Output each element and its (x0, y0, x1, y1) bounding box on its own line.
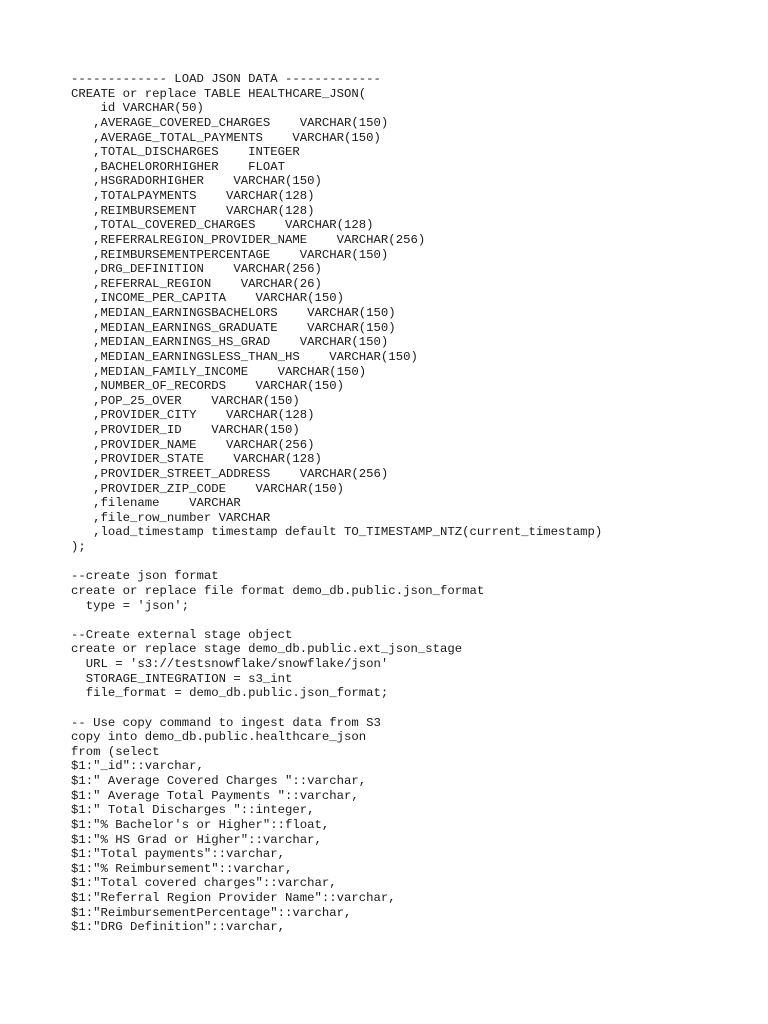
code-line: $1:" Average Total Payments "::varchar, (71, 788, 359, 803)
code-line: $1:"% HS Grad or Higher"::varchar, (71, 832, 322, 847)
code-line: ,AVERAGE_TOTAL_PAYMENTS VARCHAR(150) (71, 130, 381, 145)
code-line: $1:"% Reimbursement"::varchar, (71, 861, 293, 876)
code-line: from (select (71, 744, 160, 759)
code-line: ,NUMBER_OF_RECORDS VARCHAR(150) (71, 379, 345, 394)
code-line: ,PROVIDER_STREET_ADDRESS VARCHAR(256) (71, 466, 389, 481)
code-line: ,PROVIDER_CITY VARCHAR(128) (71, 408, 315, 423)
code-line: --Create external stage object (71, 627, 293, 642)
code-line: ,POP_25_OVER VARCHAR(150) (71, 393, 300, 408)
code-line: ,MEDIAN_EARNINGS_HS_GRAD VARCHAR(150) (71, 335, 389, 350)
code-line: ,MEDIAN_EARNINGSLESS_THAN_HS VARCHAR(150) (71, 349, 418, 364)
code-line: ,REFERRAL_REGION VARCHAR(26) (71, 276, 322, 291)
code-line: ,TOTAL_COVERED_CHARGES VARCHAR(128) (71, 218, 374, 233)
code-line: ,REFERRALREGION_PROVIDER_NAME VARCHAR(256) (71, 232, 426, 247)
code-line (71, 613, 602, 628)
code-line (71, 555, 602, 570)
code-line: ,TOTALPAYMENTS VARCHAR(128) (71, 189, 315, 203)
code-line: ,PROVIDER_ZIP_CODE VARCHAR(150) (71, 481, 345, 496)
code-line: ,AVERAGE_COVERED_CHARGES VARCHAR(150) (71, 115, 389, 130)
code-line: ,DRG_DEFINITION VARCHAR(256) (71, 262, 322, 277)
code-line: $1:" Total Discharges "::integer, (71, 803, 315, 818)
sql-code-block (71, 72, 602, 935)
code-line: $1:"Referral Region Provider Name"::varchar, (71, 891, 396, 905)
code-line: ,PROVIDER_STATE VARCHAR(128) (71, 452, 322, 467)
code-line: --create json format (71, 569, 219, 584)
code-line: ,INCOME_PER_CAPITA VARCHAR(150) (71, 291, 345, 306)
code-line: $1:"DRG Definition"::varchar, (71, 920, 286, 935)
code-line: $1:"ReimbursementPercentage"::varchar, (71, 905, 352, 920)
code-line: ); (71, 540, 86, 554)
code-line: ,REIMBURSEMENTPERCENTAGE VARCHAR(150) (71, 247, 389, 262)
code-line: create or replace file format demo_db.public.json_format (71, 583, 485, 598)
code-line: $1:"% Bachelor's or Higher"::float, (71, 817, 330, 832)
code-line: ,MEDIAN_EARNINGSBACHELORS VARCHAR(150) (71, 306, 396, 320)
code-line: $1:"Total payments"::varchar, (71, 847, 286, 862)
code-line: ,REIMBURSEMENT VARCHAR(128) (71, 203, 315, 218)
code-line: ,MEDIAN_EARNINGS_GRADUATE VARCHAR(150) (71, 320, 396, 335)
code-line: create or replace stage demo_db.public.ext_json_stage (71, 642, 463, 657)
code-line: ,TOTAL_DISCHARGES INTEGER (71, 145, 300, 160)
code-line: $1:"_id"::varchar, (71, 759, 204, 774)
code-line: $1:"Total covered charges"::varchar, (71, 876, 337, 891)
code-line: -- Use copy command to ingest data from S3 (71, 715, 381, 730)
code-line: ,HSGRADORHIGHER VARCHAR(150) (71, 174, 322, 189)
code-line: ,BACHELORORHIGHER FLOAT (71, 159, 286, 174)
code-line: URL = 's3://testsnowflake/snowflake/json' (71, 657, 389, 671)
code-line: ,load_timestamp timestamp default TO_TIMESTAMP_NTZ(current_timestamp) (71, 525, 603, 540)
code-line: $1:" Average Covered Charges "::varchar, (71, 774, 367, 788)
code-line: type = 'json'; (71, 598, 190, 613)
code-line: ------------- LOAD JSON DATA ------------- (71, 72, 381, 86)
code-line: copy into demo_db.public.healthcare_json (71, 730, 367, 745)
code-line: ,PROVIDER_ID VARCHAR(150) (71, 423, 300, 437)
code-line (71, 701, 602, 716)
code-line: file_format = demo_db.public.json_format; (71, 686, 389, 701)
code-line: CREATE or replace TABLE HEALTHCARE_JSON( (71, 86, 367, 101)
code-line: STORAGE_INTEGRATION = s3_int (71, 671, 293, 686)
code-line: ,file_row_number VARCHAR (71, 510, 271, 525)
code-line: id VARCHAR(50) (71, 101, 204, 116)
code-line: ,MEDIAN_FAMILY_INCOME VARCHAR(150) (71, 364, 367, 379)
code-line: ,PROVIDER_NAME VARCHAR(256) (71, 437, 315, 452)
code-line: ,filename VARCHAR (71, 496, 241, 511)
